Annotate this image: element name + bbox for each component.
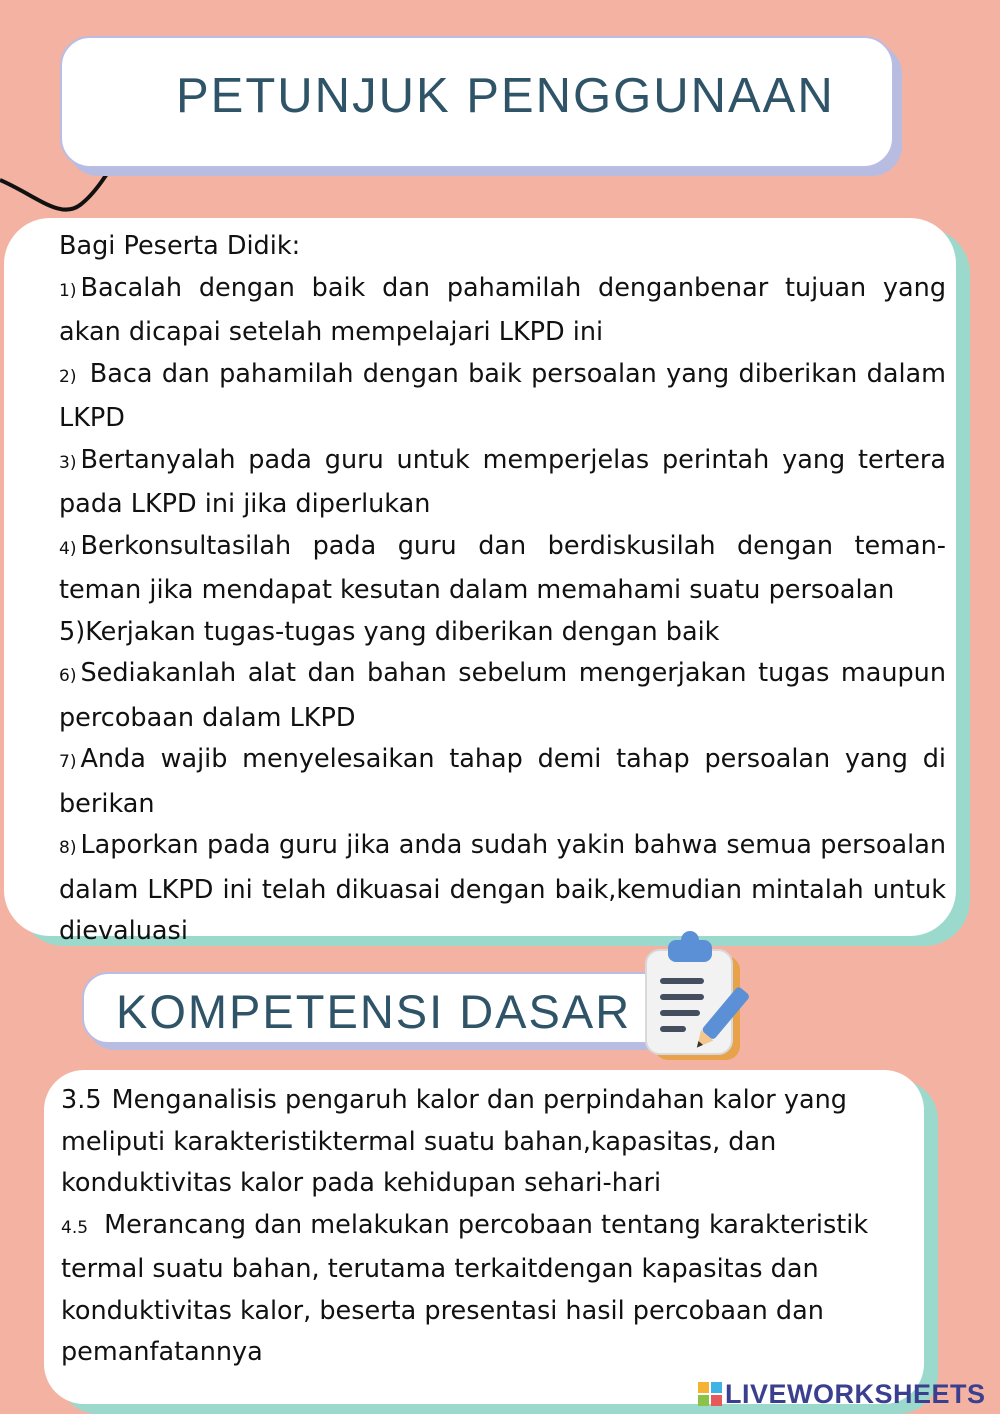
item-text: Anda wajib menyelesaikan tahap demi tahap persoalan yang di berikan (59, 744, 946, 819)
item-text: Baca dan pahamilah dengan baik persoalan yang diberikan dalam LKPD (59, 358, 946, 433)
competency-item-1 (61, 1080, 901, 1205)
item-number: 7) (59, 752, 77, 772)
instruction-item-6 (59, 653, 946, 739)
competency-item-2 (61, 1205, 901, 1374)
liveworksheets-logo-icon (698, 1382, 722, 1406)
competency-number: 4.5 (61, 1217, 89, 1238)
instruction-item-1 (59, 268, 946, 354)
instruction-item-7 (59, 739, 946, 825)
item-text: Bacalah dengan baik dan pahamilah denganbenar tujuan yang akan dicapai setelah mempelajari LKPD ini (59, 272, 946, 347)
instructions-card (4, 218, 956, 946)
competency-text: Merancang dan melakukan percobaan tentang karakteristik termal suatu bahan, terutama terkaitdengan kapasitas dan konduktivitas kalor, beserta presentasi hasil percobaan dan pemanfatannya (61, 1209, 869, 1367)
instructions-intro: Bagi Peserta Didik: (59, 231, 301, 261)
item-number: 1) (59, 280, 77, 301)
instruction-item-2 (59, 354, 946, 440)
competency-text: Menganalisis pengaruh kalor dan perpindahan kalor yang meliputi karakteristiktermal suatu bahan,kapasitas, dan konduktivitas kalor pada kehidupan sehari-hari (61, 1085, 847, 1198)
item-text: Sediakanlah alat dan bahan sebelum mengerjakan tugas maupun percobaan dalam LKPD (59, 658, 946, 733)
section-title: KOMPETENSI DASAR (116, 985, 632, 1038)
item-number: 5) (59, 616, 86, 647)
instruction-item-3 (59, 440, 946, 526)
item-text: Berkonsultasilah pada guru dan berdiskusilah dengan teman-teman jika mendapat kesutan dalam memahami suatu persoalan (59, 530, 946, 605)
item-number: 2) (59, 366, 77, 387)
instruction-item-5 (59, 612, 946, 654)
liveworksheets-brand (698, 1378, 986, 1410)
page-title: PETUNJUK PENGGUNAAN (176, 69, 835, 123)
item-text: Kerjakan tugas-tugas yang diberikan dengan baik (85, 616, 720, 647)
instruction-item-8 (59, 825, 946, 953)
brand-name: LIVEWORKSHEETS (725, 1378, 986, 1409)
item-number: 6) (59, 666, 77, 686)
instruction-item-4 (59, 526, 946, 612)
item-number: 3) (59, 452, 77, 473)
item-text: Bertanyalah pada guru untuk memperjelas perintah yang tertera pada LKPD ini jika diperlukan (59, 444, 946, 519)
competency-number: 3.5 (61, 1085, 102, 1115)
item-text: Laporkan pada guru jika anda sudah yakin bahwa semua persoalan dalam LKPD ini telah dikuasai dengan baik,kemudian mintalah untuk dievaluasi (59, 830, 946, 946)
clipboard-pencil-icon (640, 930, 750, 1065)
competencies-card (44, 1070, 924, 1404)
item-number: 8) (59, 838, 77, 858)
item-number: 4) (59, 538, 77, 559)
